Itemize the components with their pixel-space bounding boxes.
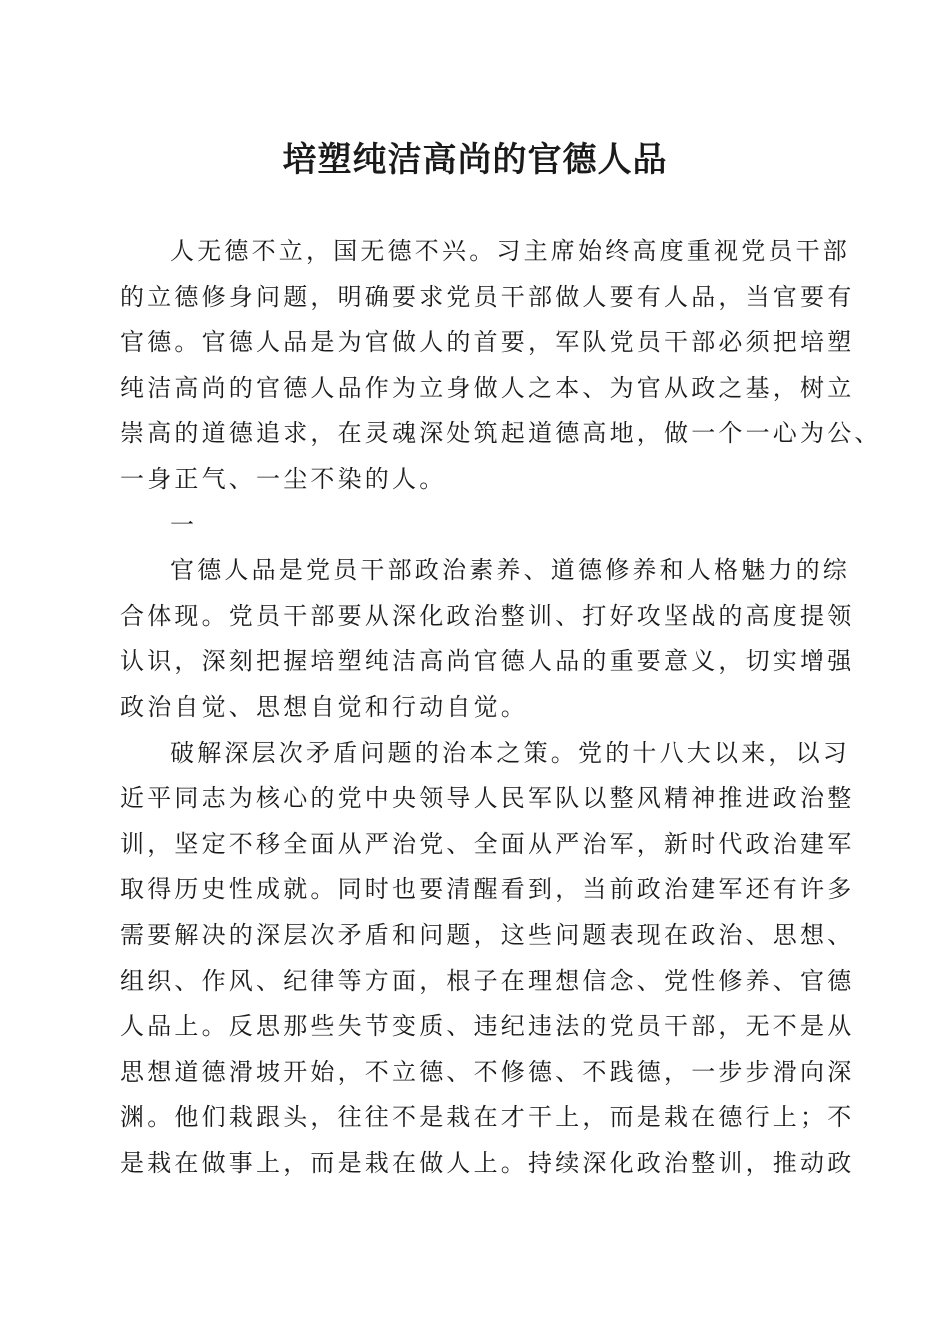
document-title: 培塑纯洁高尚的官德人品 [282, 140, 668, 180]
paragraph-body [120, 731, 855, 1187]
text-line: 近平同志为核心的党中央领导人民军队以整风精神推进政治整 [120, 784, 855, 813]
text-line: 是栽在做事上，而是栽在做人上。持续深化政治整训，推动政 [120, 1148, 855, 1177]
text-line: 思想道德滑坡开始，不立德、不修德、不践德，一步步滑向深 [120, 1057, 855, 1086]
text-line: 需要解决的深层次矛盾和问题，这些问题表现在政治、思想、 [120, 920, 855, 949]
text-line: 人无德不立，国无德不兴。习主席始终高度重视党员干部 [170, 237, 850, 265]
text-line: 组织、作风、纪律等方面，根子在理想信念、党性修养、官德 [120, 966, 855, 995]
text-line: 政治自觉、思想自觉和行动自觉。 [120, 692, 528, 721]
text-line: 官德。官德人品是为官做人的首要，军队党员干部必须把培塑 [120, 328, 855, 357]
text-line: 官德人品是党员干部政治素养、道德修养和人格魅力的综 [170, 556, 850, 585]
section-heading [120, 503, 845, 549]
text-line: 渊。他们栽跟头，往往不是栽在才干上，而是栽在德行上；不 [120, 1103, 855, 1132]
text-line: 合体现。党员干部要从深化政治整训、打好攻坚战的高度提领 [120, 601, 855, 630]
text-line: 认识，深刻把握培塑纯洁高尚官德人品的重要意义，切实增强 [120, 647, 855, 676]
document-body [120, 229, 882, 1186]
paragraph-section-intro [120, 548, 855, 730]
text-line: 纯洁高尚的官德人品作为立身做人之本、为官从政之基，树立 [120, 373, 855, 402]
text-line: 崇高的道德追求，在灵魂深处筑起道德高地，做一个一心为公、 [120, 419, 882, 448]
text-line: 人品上。反思那些失节变质、违纪违法的党员干部，无不是从 [120, 1012, 855, 1041]
section-number: 一 [170, 510, 198, 539]
paragraph-intro [120, 229, 882, 503]
text-line: 破解深层次矛盾问题的治本之策。党的十八大以来，以习 [170, 738, 850, 767]
text-line: 的立德修身问题，明确要求党员干部做人要有人品，当官要有 [120, 282, 855, 311]
text-line: 取得历史性成就。同时也要清醒看到，当前政治建军还有许多 [120, 875, 855, 904]
text-line: 训，坚定不移全面从严治党、全面从严治军，新时代政治建军 [120, 829, 855, 858]
text-line: 一身正气、一尘不染的人。 [120, 464, 447, 493]
